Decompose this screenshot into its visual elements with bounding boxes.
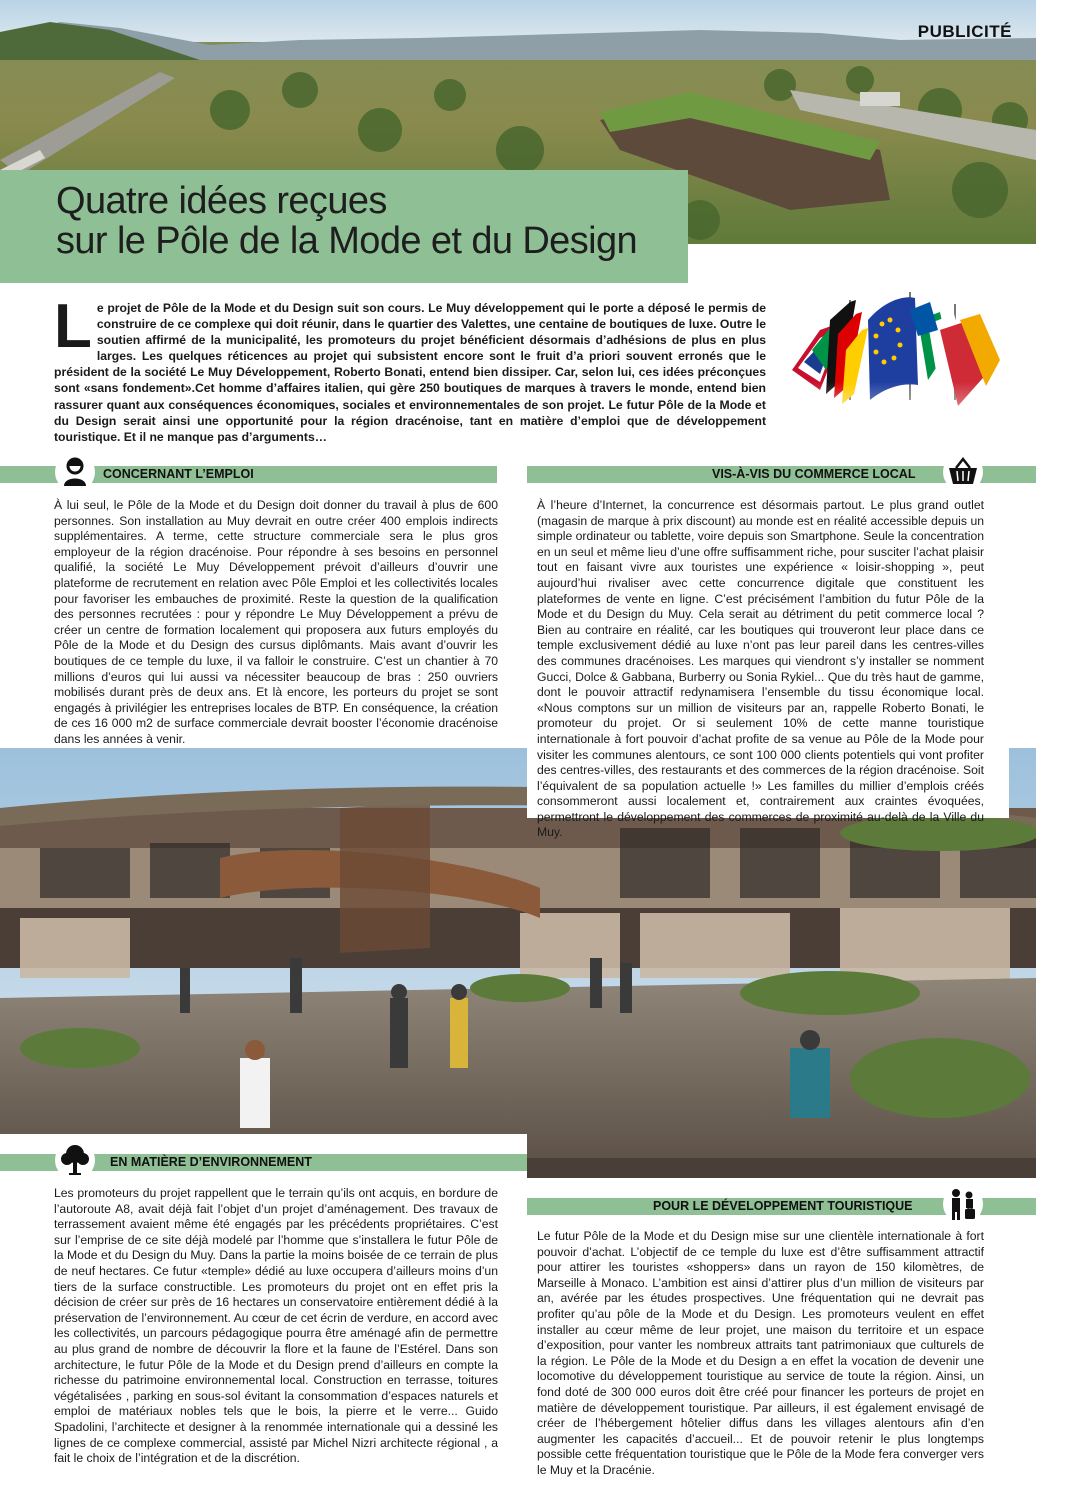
section-heading-environnement: EN MATIÈRE D’ENVIRONNEMENT <box>110 1155 312 1169</box>
section-text-emploi: À lui seul, le Pôle de la Mode et du Design doit donner du travail à plus de 600 personnes. Son installation au Muy devrait en outre créer 400 emplois indirects supplémentaires. A terme, cette structure commerciale sera le plus gros employeur de la région dracénoise. Pour répondre à ses besoins en personnel qualifié, la société Le Muy Développement prévoit d’ailleurs d’ouvrir une plateforme de recrutement en relation avec Pôle Emploi et les collectivités locales pour favoriser les embauches de proximité. Reste la question de la qualification des personnes recrutées : pour y répondre Le Muy Développement a prévu de créer un centre de formation localement qui proposera aux futurs employés du Pôle de la Mode et du Design des cursus diplômants. Mais avant d’ouvrir les boutiques de ce temple du luxe, il va falloir le construire. C’est un chantier à 70 millions d’euros qui lui aussi va nécessiter beaucoup de bras : 250 ouvriers mobilisés durant près de deux ans. Et là encore, les porteurs du projet se sont engagés à privilégier les entreprises locales de BTP. En conséquence, la création de ces 16 000 m2 de surface commerciale devrait booster l’économie dracénoise dans les années à venir. <box>54 498 498 746</box>
advertisement-badge: PUBLICITÉ <box>917 22 1012 41</box>
section-heading-tourisme: POUR LE DÉVELOPPEMENT TOURISTIQUE <box>653 1199 913 1213</box>
european-flags-image <box>790 290 1002 452</box>
page-title-line1: Quatre idées reçues <box>56 180 387 222</box>
person-icon <box>55 452 95 492</box>
page-title-line2: sur le Pôle de la Mode et du Design <box>56 220 638 262</box>
intro-text: e projet de Pôle de la Mode et du Design suit son cours. Le Muy développement qui le porte a déposé le permis de construire de ce complexe qui doit réunir, dans le quartier des Valettes, une centaine de boutiques de luxe. Outre le soutien affirmé de la municipalité, les promoteurs du projet bénéficient désormais d’adhésions de plus en plus larges. Les quelques réticences au projet qui subsistent encore sont le fruit d’a priori souvent erronés que le président de la société Le Muy Développement, Roberto Bonati, entend bien dissiper. Car, selon lui, ces idées préconçues sont «sans fondement».Cet homme d’affaires italien, qui gère 250 boutiques de marques à travers le monde, entend bien rassurer quant aux conséquences économiques, sociales et environnementales de son projet. Le futur Pôle de la Mode et du Design serait ainsi une opportunité pour la région dracénoise, tant en matière d’emploi que de développement touristique. Et il ne manque pas d’arguments… <box>54 301 766 444</box>
section-text-commerce: À l’heure d’Internet, la concurrence est désormais partout. Le plus grand outlet (magasin de marque à prix discount) au monde est en réalité accessible depuis un simple ordinateur ou tablette, voire depuis son Smartphone. Seule la concentration en un seul et même lieu d’une offre suffisamment riche, pour susciter l’achat plaisir tout en faisant vivre aux touristes une expérience « loisir-shopping », peut aujourd’hui rivaliser avec cette concurrence digitale que constituent les plateformes de vente en ligne. C’est précisément l’ambition du futur Pôle de la Mode et du Design du Muy. Cela serait au détriment du petit commerce local ? Bien au contraire en réalité, car les boutiques qui trouveront leur place dans ce temple exclusivement dédié au luxe n’ont pas leur pareil dans les centres-villes des communes dracénoises. Les marques qui viendront s’y installer se nomment Gucci, Dolce & Gabbana, Burberry ou Sonia Rykiel... Que du très haut de gamme, dont le pouvoir attractif redynamisera l’ensemble du tissu économique local. «Nous comptons sur un million de visiteurs par an, rappelle Roberto Bonati, le promoteur du projet. Or si seulement 10% de cette manne touristique internationale à fort pouvoir d’achat profite de sa venue au Pôle de la Mode pour visiter les communes alentours, ce sont 100 000 clients potentiels qui vont profiter des centres-villes, des restaurants et des commerces de la région dracénoise. Soit l’équivalent de sa population actuelle !» Les familles du millier d’emplois créés consommeront aussi localement et, contrairement aux craintes évoquées, permettront le développement des commerces de proximité au-delà de la Ville du Muy. <box>537 498 984 840</box>
intro-paragraph <box>54 292 766 445</box>
section-text-environnement: Les promoteurs du projet rappellent que le terrain qu’ils ont acquis, en bordure de l’autoroute A8, avait déjà fait l’objet d’un projet d’aménagement. Des travaux de terrassement avaient même été engagés par les précédents propriétaires. C’est sur l’emprise de ce site déjà modelé par l’homme que s’installera le futur Pôle de la Mode et du Design du Muy. Dans la partie la moins boisée de ce terrain de plus de neuf hectares. Ce futur «temple» dédié au luxe occupera d’ailleurs moins d’un tiers de la surface constructible. Les promoteurs du projet ont en effet pris la décision de créer sur près de 16 hectares un conservatoire entièrement dédié à la préservation de l’environnement. Au cœur de cet écrin de verdure, en accord avec les collectivités, un parcours pédagogique pourra être aménagé afin de permettre au plus grand de nombre de découvrir la flore et la faune de l’Estérel. Dans son architecture, le futur Pôle de la Mode et du Design prend d’ailleurs en compte la richesse du patrimoine environnemental local. Construction en terrasse, toitures végétalisées , parking en sous-sol évitant la consommation d’espaces naturels et emploi de matériaux nobles tels que le bois, la pierre et le verre... Guido Spadolini, l’architecte et designer à la renommée internationale qui a dessiné les lignes de ce complexe commercial, assisté par Michel Nizri architecte régional , a fait le choix de l’intégration et de la discrétion. <box>54 1186 498 1466</box>
basket-icon <box>943 452 983 492</box>
section-heading-emploi: CONCERNANT L’EMPLOI <box>103 467 254 481</box>
section-text-tourisme: Le futur Pôle de la Mode et du Design mise sur une clientèle internationale à fort pouvoir d’achat. L’objectif de ce temple du luxe est d’être suffisamment attractif pour attirer les touristes «shoppers» dans un rayon de 150 kilomètres, de Marseille à Monaco. L’ambition est ainsi d’attirer plus d’un million de visiteurs par an, avérée par les études prospectives. Une fréquentation qui ne devrait pas profiter qu’au pôle de la Mode et du Design. Les promoteurs veulent en effet installer au cœur même de leur projet, une maison du territoire et un espace d’exposition, pour vanter les nombreux attraits tant patrimoniaux que culturels de la région. Le Pôle de la Mode et du Design a en effet la vocation de devenir une locomotive du développement touristique au service de toute la région. Ainsi, un fond doté de 300 000 euros doit être créé pour financer les porteurs de projet en matière de développement touristique. Par ailleurs, il est également envisagé de créer de l’hébergement hôtelier diffus dans les villages alentours afin d’en augmenter les capacités d’accueil... Et de pouvoir retenir le plus longtemps possible cette fréquentation touristique que le Pôle de la Mode fera converger vers le Muy et la Dracénie. <box>537 1229 984 1477</box>
drop-cap: L <box>54 292 92 361</box>
title-banner <box>0 170 688 283</box>
travelers-icon <box>943 1184 983 1224</box>
tree-icon <box>55 1140 95 1180</box>
section-heading-commerce: VIS-À-VIS DU COMMERCE LOCAL <box>712 467 916 481</box>
